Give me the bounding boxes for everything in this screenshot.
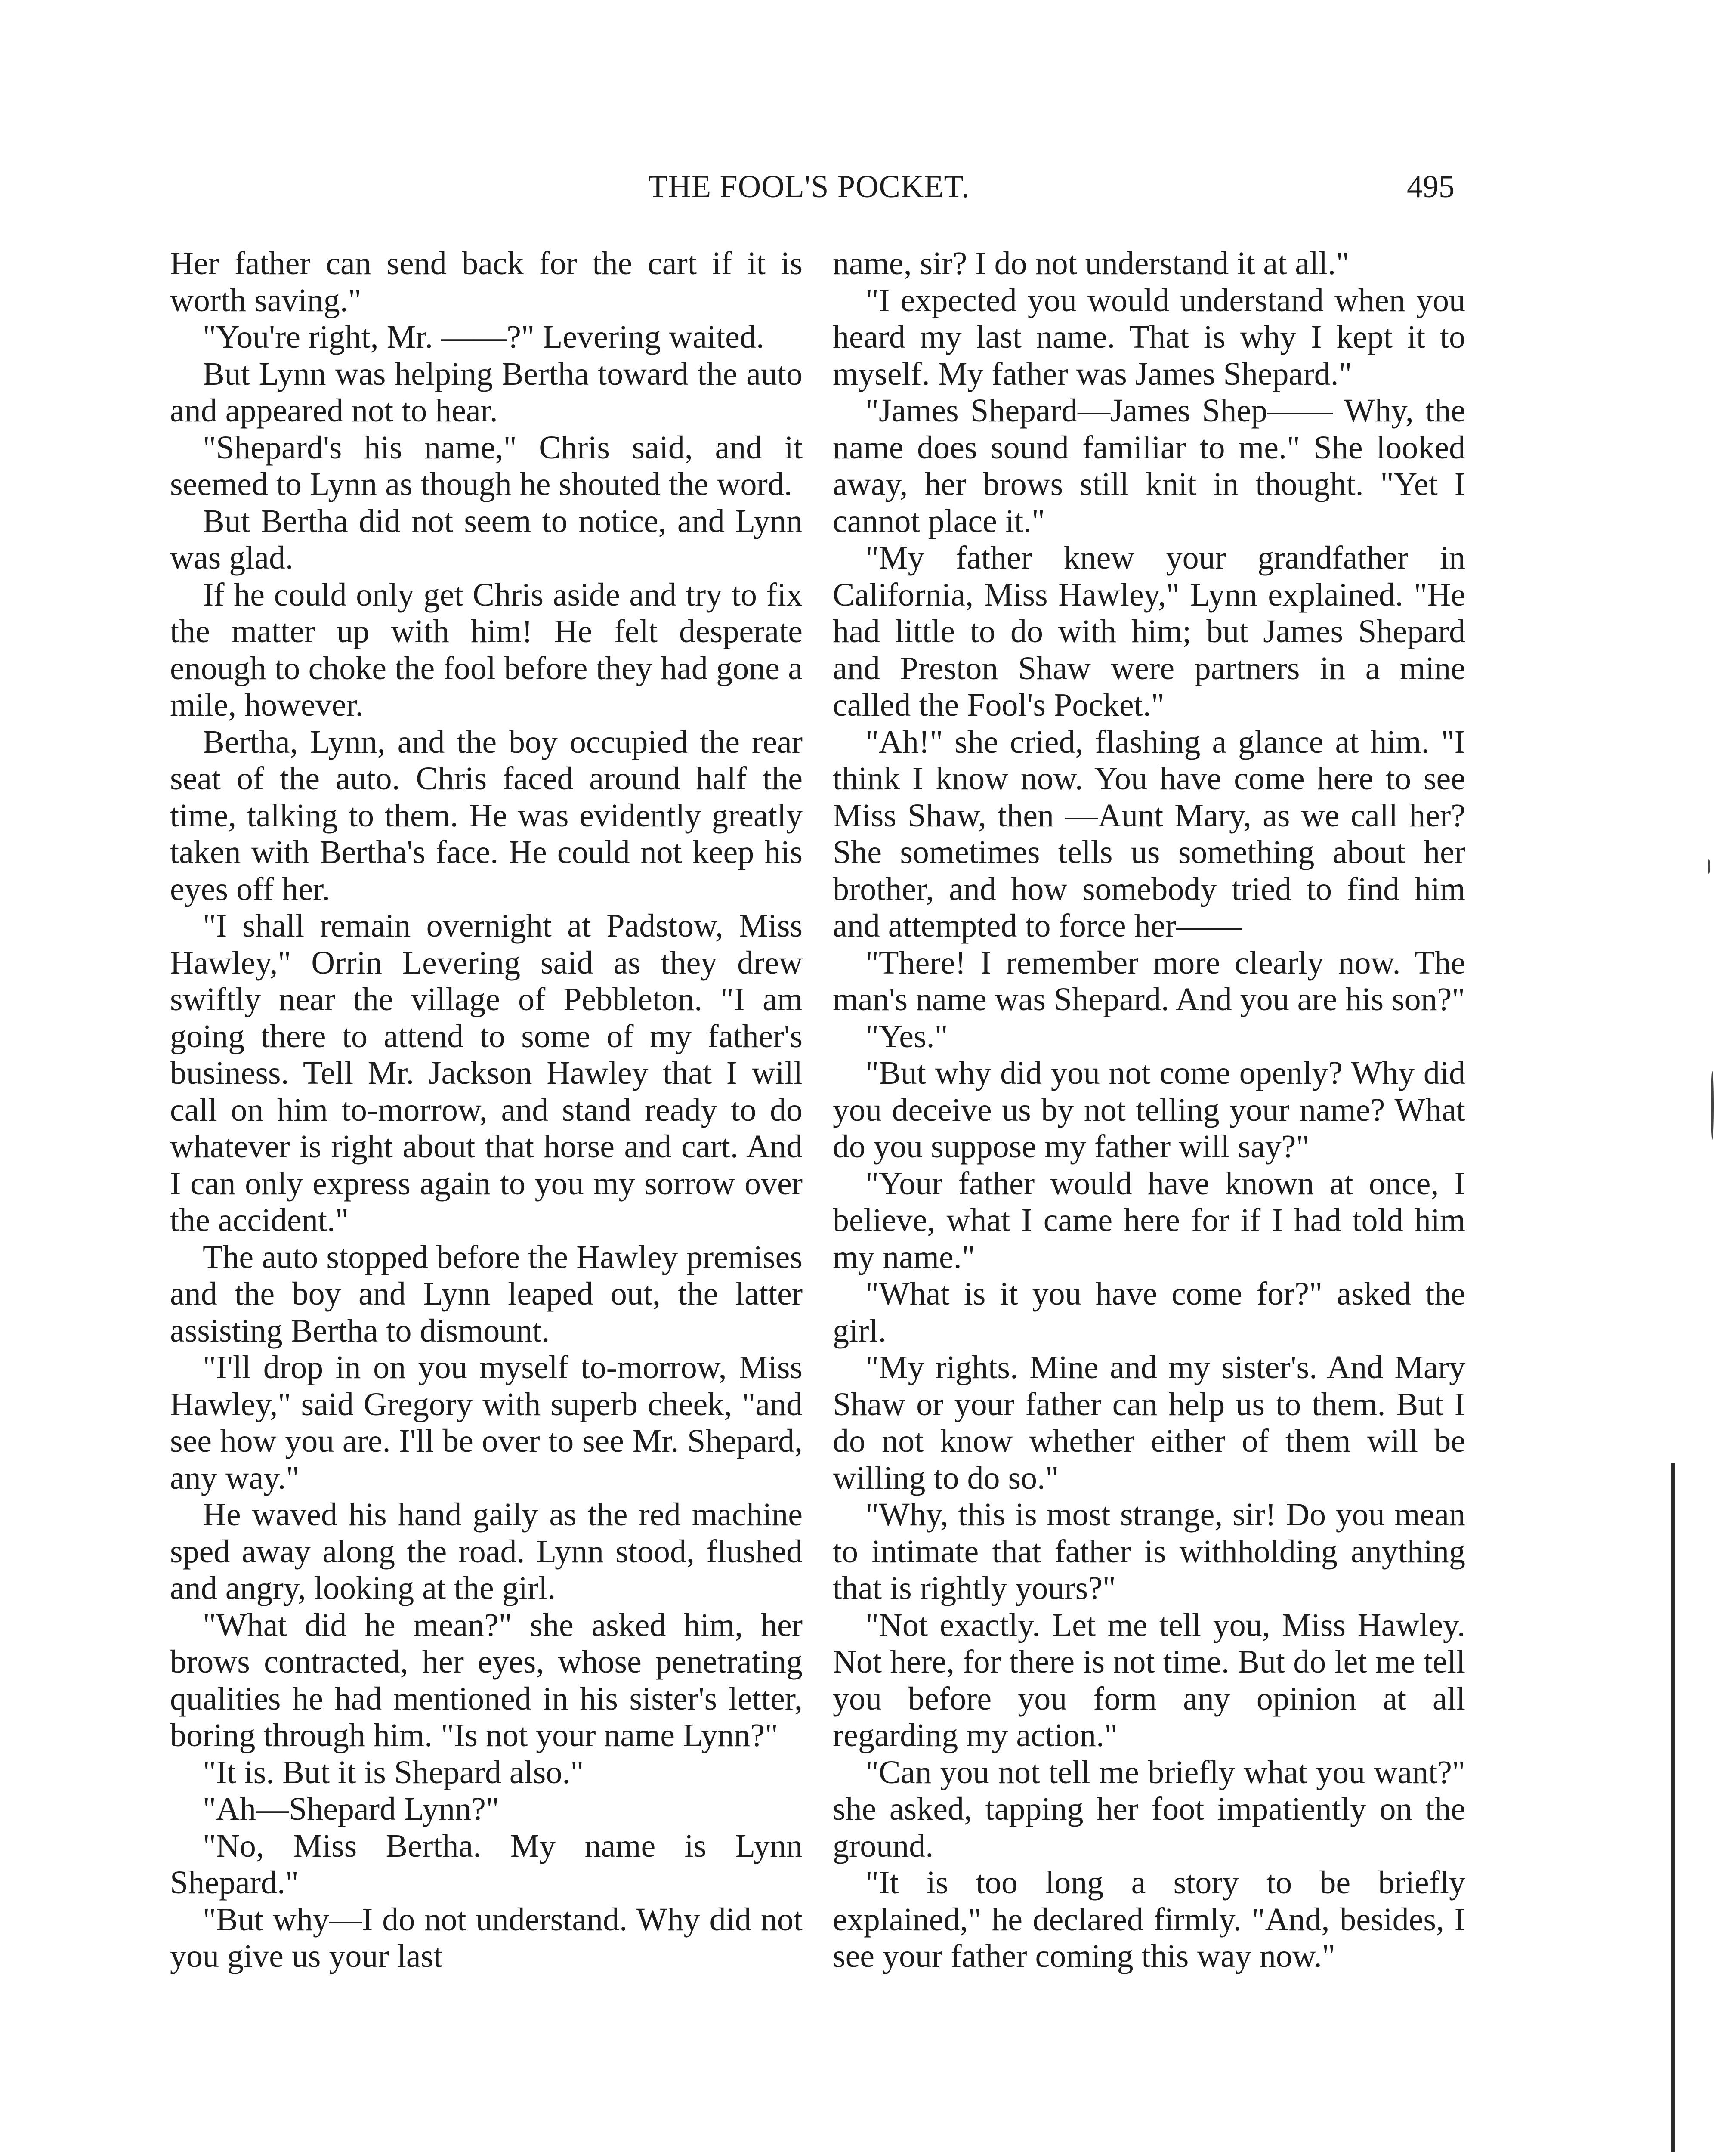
paragraph: "I shall remain overnight at Padstow, Miss Hawley," Orrin Levering said as they drew swiftly near the village of Pebbleton. "I am going there to attend to some of my father's business. Tell Mr. Jackson Hawley that I will call on him to-morrow, and stand ready to do whatever is right about that horse and cart. And I can only express again to you my sorrow over the accident." bbox=[170, 908, 803, 1238]
paragraph: name, sir? I do not understand it at all." bbox=[833, 245, 1350, 281]
paragraph: The auto stopped before the Hawley premises and the boy and Lynn leaped out, the latter assisting Bertha to dismount. bbox=[170, 1239, 803, 1349]
paragraph: Her father can send back for the cart if it is worth saving." bbox=[170, 245, 803, 318]
paragraph: "It is. But it is Shepard also." bbox=[203, 1754, 584, 1790]
paragraph: "Can you not tell me briefly what you want?" she asked, tapping her foot impatiently on the ground. bbox=[833, 1754, 1465, 1864]
running-title: THE FOOL'S POCKET. bbox=[648, 169, 970, 204]
paragraph: "You're right, Mr. ——?" Levering waited. bbox=[203, 319, 764, 355]
paragraph: "No, Miss Bertha. My name is Lynn Shepard." bbox=[170, 1827, 803, 1901]
page-number: 495 bbox=[1407, 169, 1455, 204]
paragraph: "But why did you not come openly? Why did you deceive us by not telling your name? What do you suppose my father will say?" bbox=[833, 1055, 1465, 1165]
paragraph: "Why, this is most strange, sir! Do you mean to intimate that father is withholding anything that is rightly yours?" bbox=[833, 1497, 1465, 1606]
paragraph: But Bertha did not seem to notice, and Lynn was glad. bbox=[170, 503, 803, 576]
margin-rule bbox=[1671, 1463, 1675, 2152]
paragraph: "Ah!" she cried, flashing a glance at him. "I think I know now. You have come here to see Miss Shaw, then —Aunt Mary, as we call her? She sometimes tells us something about her brother, and how somebody tried to find him and attempted to force her—— bbox=[833, 724, 1465, 944]
paragraph: "I'll drop in on you myself to-morrow, Miss Hawley," said Gregory with superb cheek, "and see how you are. I'll be over to see Mr. Shepard, any way." bbox=[170, 1349, 803, 1496]
paragraph: He waved his hand gaily as the red machine sped away along the road. Lynn stood, flushed and angry, looking at the girl. bbox=[170, 1497, 803, 1606]
paragraph: "Ah—Shepard Lynn?" bbox=[203, 1791, 499, 1827]
paragraph: "Not exactly. Let me tell you, Miss Hawley. Not here, for there is not time. But do let me tell you before you form any opinion at all regarding my action." bbox=[833, 1607, 1465, 1753]
margin-mark bbox=[1711, 1071, 1714, 1140]
paragraph: "But why—I do not understand. Why did not you give us your last bbox=[170, 1901, 803, 1974]
right-text-column bbox=[833, 245, 1465, 1975]
margin-mark bbox=[1708, 859, 1710, 874]
paragraph: "My father knew your grandfather in California, Miss Hawley," Lynn explained. "He had little to do with him; but James Shepard and Preston Shaw were partners in a mine called the Fool's Pocket." bbox=[833, 540, 1465, 723]
left-text-column bbox=[170, 245, 803, 1975]
page-header bbox=[164, 169, 1455, 216]
paragraph: "Your father would have known at once, I believe, what I came here for if I had told him my name." bbox=[833, 1165, 1465, 1275]
paragraph: "There! I remember more clearly now. The man's name was Shepard. And you are his son?" bbox=[833, 944, 1465, 1017]
paragraph: "It is too long a story to be briefly explained," he declared firmly. "And, besides, I see your father coming this way now." bbox=[833, 1864, 1465, 1974]
paragraph: "What is it you have come for?" asked the girl. bbox=[833, 1276, 1465, 1349]
paragraph: If he could only get Chris aside and try to fix the matter up with him! He felt desperate enough to choke the fool before they had gone a mile, however. bbox=[170, 576, 803, 723]
paragraph: "Yes." bbox=[865, 1018, 948, 1054]
paragraph: "What did he mean?" she asked him, her brows contracted, her eyes, whose penetrating qualities he had mentioned in his sister's letter, boring through him. "Is not your name Lynn?" bbox=[170, 1607, 803, 1753]
paragraph: Bertha, Lynn, and the boy occupied the rear seat of the auto. Chris faced around half the time, talking to them. He was evidently greatly taken with Bertha's face. He could not keep his eyes off her. bbox=[170, 724, 803, 907]
paragraph: "I expected you would understand when you heard my last name. That is why I kept it to myself. My father was James Shepard." bbox=[833, 282, 1465, 392]
paragraph: But Lynn was helping Bertha toward the auto and appeared not to hear. bbox=[170, 356, 803, 429]
paragraph: "Shepard's his name," Chris said, and it seemed to Lynn as though he shouted the word. bbox=[170, 429, 803, 502]
paragraph: "James Shepard—James Shep—— Why, the name does sound familiar to me." She looked away, her brows still knit in thought. "Yet I cannot place it." bbox=[833, 393, 1465, 539]
paragraph: "My rights. Mine and my sister's. And Mary Shaw or your father can help us to them. But I do not know whether either of them will be willing to do so." bbox=[833, 1349, 1465, 1496]
